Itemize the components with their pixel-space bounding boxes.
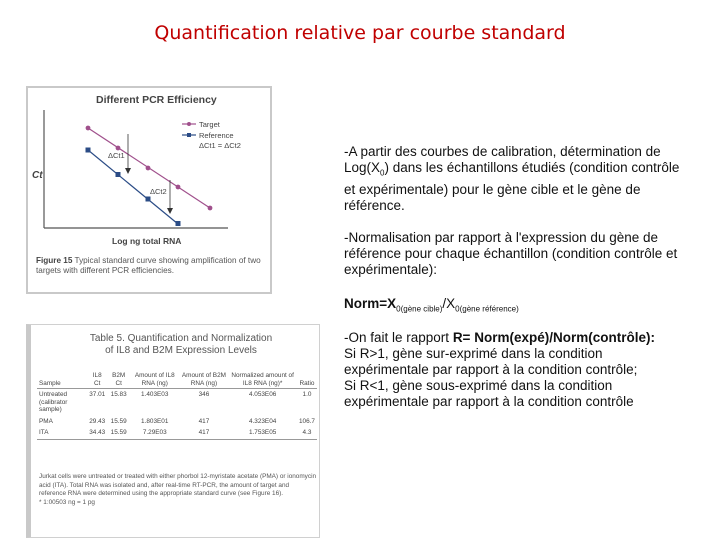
- standard-curve-figure: [26, 86, 272, 294]
- table-header: IL8 Ct: [87, 371, 107, 389]
- table-title: [61, 333, 301, 357]
- table-cell: 15.59: [110, 417, 127, 425]
- table-cell: 15.59: [107, 427, 129, 439]
- paragraph-ratio: [344, 330, 680, 410]
- table-footnote: [39, 473, 317, 507]
- table-cell: 7.29E03: [130, 427, 180, 439]
- reference-point: [116, 172, 121, 177]
- quantification-table-figure: [26, 324, 320, 538]
- table-cell: 346: [198, 391, 210, 398]
- target-point: [208, 206, 213, 211]
- legend-reference-marker: [187, 133, 191, 137]
- paragraph-normalisation: -Normalisation par rapport à l'expression du gène de référence pour chaque échantillon (condition contrôle et expérimentale):: [344, 230, 678, 277]
- ratio-formula: R= Norm(expé)/Norm(contrôle):: [452, 330, 655, 345]
- target-point: [146, 166, 151, 171]
- table-cell: 4.323E04: [248, 417, 277, 425]
- footnote-unit: * 1:00503 ng = 1 pg: [39, 498, 95, 506]
- formula-subscript: 0(gène référence): [455, 304, 519, 314]
- reference-point: [176, 221, 181, 226]
- table-cell: 417: [198, 417, 210, 425]
- target-point: [116, 146, 121, 151]
- table-cell: 1.0: [302, 391, 312, 398]
- ratio-intro: -On fait le rapport: [344, 330, 453, 345]
- table-cell: 29.43: [89, 417, 106, 425]
- table-title-line: Table 5. Quantification and Normalization: [89, 333, 273, 344]
- y-axis-label: Ct: [32, 170, 43, 181]
- table-cell: 4.053E06: [248, 391, 277, 398]
- formula-part: Norm=X: [344, 296, 397, 311]
- table-cell: 34.43: [87, 427, 107, 439]
- slide-title: Quantification relative par courbe standard: [154, 22, 566, 44]
- legend-equation: ΔCt1 = ΔCt2: [199, 141, 241, 150]
- table-header: Amount of B2M RNA (ng): [180, 371, 229, 389]
- dct1-label: ΔCt1: [108, 151, 125, 160]
- ratio-definition: [344, 330, 680, 346]
- figure-caption: [36, 256, 266, 276]
- dct2-label: ΔCt2: [150, 187, 167, 196]
- table-row: [37, 416, 317, 428]
- footnote-text: Jurkat cells were untreated or treated with either phorbol 12-myristate acetate (PMA) or ionomycin acid (ITA). Total RNA was isolated and, after real-time RT-PCR, the amount of target and reference RNA were determined using the appropriate standard curve (see Figure 16).: [39, 473, 317, 497]
- x-axis-label: Log ng total RNA: [112, 236, 182, 246]
- table-cell: 1.403E03: [141, 391, 169, 398]
- legend-reference-label: Reference: [199, 131, 234, 140]
- formula-part: /X: [442, 296, 456, 311]
- table-cell: 37.01: [89, 391, 106, 398]
- p1-subscript: 0: [380, 168, 385, 178]
- legend-target-label: Target: [199, 120, 220, 129]
- target-point: [176, 185, 181, 190]
- caption-label: Figure 15: [36, 256, 73, 265]
- table-cell: 1.803E01: [141, 417, 169, 425]
- standard-curve-plot: [28, 88, 274, 248]
- table-cell: 15.83: [110, 391, 127, 398]
- reference-point: [86, 148, 91, 153]
- norm-formula: [344, 296, 680, 318]
- target-point: [86, 126, 91, 131]
- table-cell: ITA: [37, 427, 87, 439]
- quantification-table: [37, 371, 317, 440]
- table-cell: 106.7: [298, 417, 315, 425]
- ratio-under: Si R<1, gène sous-exprimé dans la condition expérimentale par rapport à la condition contrôle: [344, 378, 634, 409]
- caption-text: Typical standard curve showing amplification of two targets with different PCR efficiencies.: [36, 256, 261, 275]
- table-cell: PMA: [39, 417, 53, 425]
- table-cell: Untreated (calibrator sample): [39, 391, 68, 413]
- ratio-over: Si R>1, gène sur-exprimé dans la condition expérimentale par rapport à la condition contrôle;: [344, 346, 638, 377]
- table-header: Ratio: [297, 371, 317, 389]
- formula-subscript: 0(gène cible): [396, 304, 443, 314]
- table-row: [37, 427, 317, 439]
- table-cell: 4.3: [297, 427, 317, 439]
- table-header: Sample: [37, 371, 87, 389]
- table-header: B2M Ct: [107, 371, 129, 389]
- reference-point: [146, 197, 151, 202]
- table-cell: 1.753E05: [228, 427, 297, 439]
- table-cell: 417: [180, 427, 229, 439]
- table-header: Normalized amount of IL8 RNA (ng)*: [228, 371, 297, 389]
- table-title-line: of IL8 and B2M Expression Levels: [105, 345, 257, 356]
- table-header: Amount of IL8 RNA (ng): [130, 371, 180, 389]
- figure-title: Different PCR Efficiency: [96, 94, 217, 106]
- p1-text-end: ) dans les échantillons étudiés (condition contrôle et expérimentale) pour le gène cible et le gène de référence.: [344, 160, 680, 213]
- table-row: [37, 389, 317, 416]
- p1-text-start: -A partir des courbes de calibration, détermination de Log(X: [344, 144, 661, 175]
- dct1-arrow-head: [125, 168, 131, 174]
- table-header-row: [37, 371, 317, 389]
- paragraph-calibration: [344, 144, 680, 214]
- legend-target-marker: [187, 122, 191, 126]
- dct2-arrow-head: [167, 208, 173, 214]
